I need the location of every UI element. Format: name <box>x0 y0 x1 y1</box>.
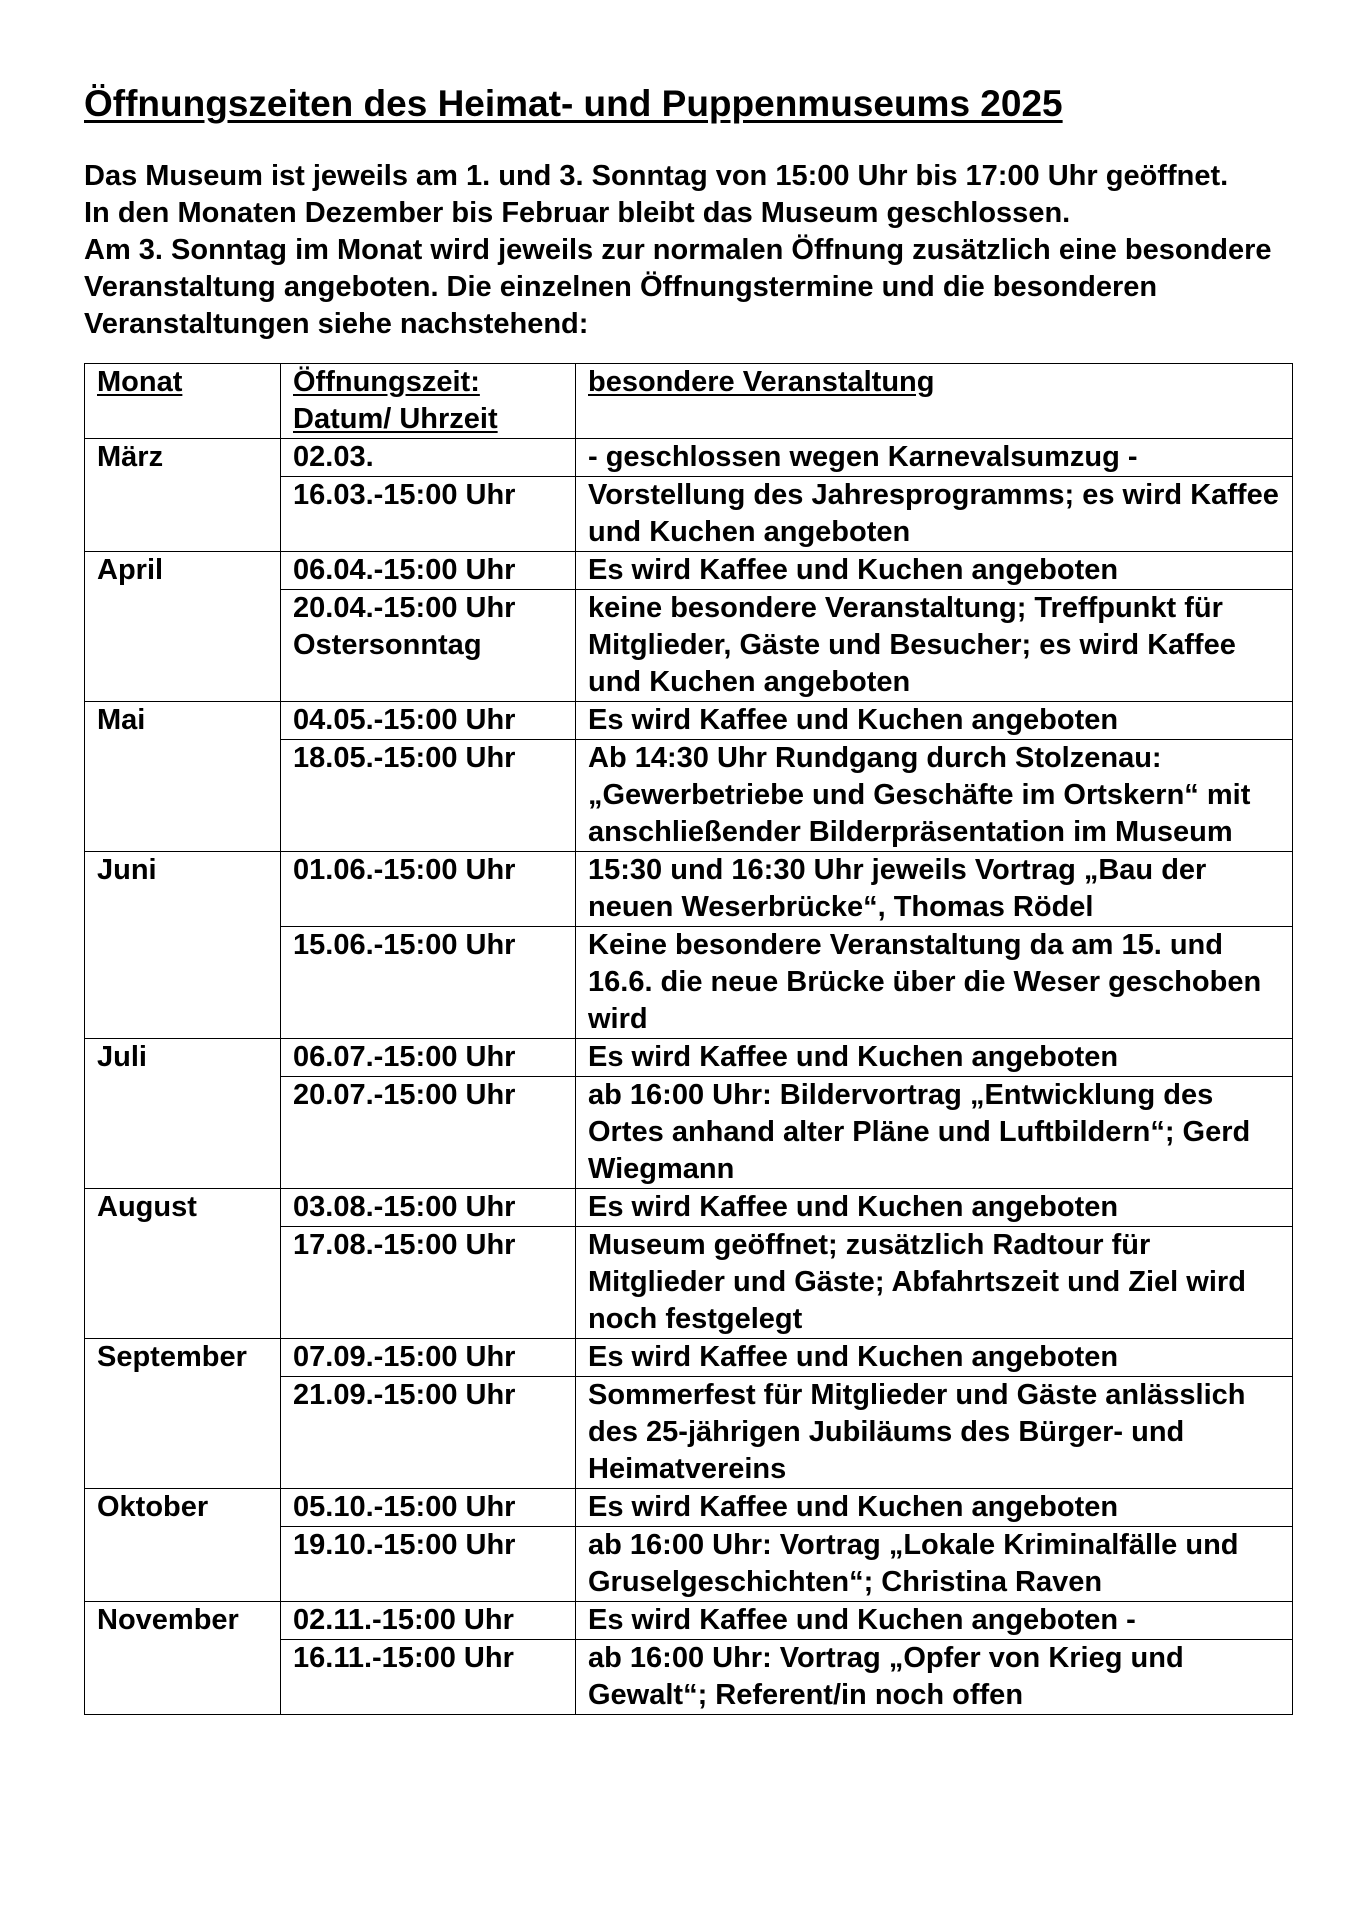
date-cell <box>281 590 576 702</box>
date-time-text: 01.06.-15:00 Uhr <box>293 854 516 886</box>
date-cell <box>281 702 576 740</box>
table-row <box>85 1339 1293 1377</box>
table-row <box>85 1039 1293 1077</box>
date-time-text: 18.05.-15:00 Uhr <box>293 742 516 774</box>
month-cell: Juni <box>85 852 281 1039</box>
event-cell: Es wird Kaffee und Kuchen angeboten - <box>576 1602 1293 1640</box>
schedule-table <box>84 363 1293 1715</box>
column-header-time <box>281 364 576 439</box>
month-cell: November <box>85 1602 281 1715</box>
date-time-text: 16.11.-15:00 Uhr <box>293 1642 514 1674</box>
date-time-text: 07.09.-15:00 Uhr <box>293 1341 516 1373</box>
date-time-text: 05.10.-15:00 Uhr <box>293 1491 516 1523</box>
table-row <box>85 552 1293 590</box>
date-cell <box>281 1039 576 1077</box>
date-time-text: 06.07.-15:00 Uhr <box>293 1041 516 1073</box>
date-time-text: 02.03. <box>293 441 374 473</box>
table-row <box>85 852 1293 927</box>
month-cell: September <box>85 1339 281 1489</box>
date-cell <box>281 1489 576 1527</box>
month-cell: April <box>85 552 281 702</box>
column-header-month <box>85 364 281 439</box>
event-cell: ab 16:00 Uhr: Vortrag „Lokale Kriminalfälle und Gruselgeschichten“; Christina Raven <box>576 1527 1293 1602</box>
date-cell <box>281 1339 576 1377</box>
intro-text <box>84 158 1292 343</box>
date-note-text: Ostersonntag <box>293 629 482 661</box>
date-cell <box>281 439 576 477</box>
page-title: Öffnungszeiten des Heimat- und Puppenmuseums 2025 <box>84 83 1063 124</box>
table-row <box>85 702 1293 740</box>
header-month-label: Monat <box>97 366 183 398</box>
date-cell <box>281 552 576 590</box>
date-cell <box>281 927 576 1039</box>
header-event-label: besondere Veranstaltung <box>588 366 935 398</box>
date-cell <box>281 740 576 852</box>
intro-paragraph: Am 3. Sonntag im Monat wird jeweils zur normalen Öffnung zusätzlich eine besondere <box>84 234 1272 266</box>
event-cell: keine besondere Veranstaltung; Treffpunkt für Mitglieder, Gäste und Besucher; es wird Kaffee und Kuchen angeboten <box>576 590 1293 702</box>
header-time-sublabel: Datum/ Uhrzeit <box>293 403 498 435</box>
date-time-text: 20.07.-15:00 Uhr <box>293 1079 516 1111</box>
month-cell: Juli <box>85 1039 281 1189</box>
table-header-row <box>85 364 1293 439</box>
table-row <box>85 439 1293 477</box>
date-time-text: 06.04.-15:00 Uhr <box>293 554 516 586</box>
date-cell <box>281 1189 576 1227</box>
intro-paragraph: Das Museum ist jeweils am 1. und 3. Sonntag von 15:00 Uhr bis 17:00 Uhr geöffnet. <box>84 160 1229 192</box>
schedule-body <box>85 439 1293 1715</box>
date-cell <box>281 477 576 552</box>
month-cell: Oktober <box>85 1489 281 1602</box>
event-cell: ab 16:00 Uhr: Bildervortrag „Entwicklung des Ortes anhand alter Pläne und Luftbildern“; Gerd Wiegmann <box>576 1077 1293 1189</box>
event-cell: Vorstellung des Jahresprogramms; es wird Kaffee und Kuchen angeboten <box>576 477 1293 552</box>
event-cell: Ab 14:30 Uhr Rundgang durch Stolzenau: „Gewerbetriebe und Geschäfte im Ortskern“ mit anschließender Bilderpräsentation im Museum <box>576 740 1293 852</box>
event-cell: ab 16:00 Uhr: Vortrag „Opfer von Krieg und Gewalt“; Referent/in noch offen <box>576 1640 1293 1715</box>
month-cell: August <box>85 1189 281 1339</box>
date-time-text: 03.08.-15:00 Uhr <box>293 1191 516 1223</box>
event-cell: Sommerfest für Mitglieder und Gäste anlässlich des 25-jährigen Jubiläums des Bürger- und Heimatvereins <box>576 1377 1293 1489</box>
column-header-event <box>576 364 1293 439</box>
date-time-text: 16.03.-15:00 Uhr <box>293 479 516 511</box>
event-cell: Es wird Kaffee und Kuchen angeboten <box>576 1339 1293 1377</box>
document-page <box>84 82 1292 1715</box>
event-cell: Es wird Kaffee und Kuchen angeboten <box>576 1489 1293 1527</box>
month-cell: Mai <box>85 702 281 852</box>
event-cell: Es wird Kaffee und Kuchen angeboten <box>576 552 1293 590</box>
date-time-text: 20.04.-15:00 Uhr <box>293 592 516 624</box>
month-cell: März <box>85 439 281 552</box>
intro-paragraph: In den Monaten Dezember bis Februar bleibt das Museum geschlossen. <box>84 197 1071 229</box>
date-time-text: 21.09.-15:00 Uhr <box>293 1379 516 1411</box>
table-row <box>85 1489 1293 1527</box>
date-time-text: 15.06.-15:00 Uhr <box>293 929 516 961</box>
header-time-label: Öffnungszeit: <box>293 366 480 398</box>
date-cell <box>281 1077 576 1189</box>
table-row <box>85 1189 1293 1227</box>
event-cell: Keine besondere Veranstaltung da am 15. und 16.6. die neue Brücke über die Weser geschoben wird <box>576 927 1293 1039</box>
date-time-text: 04.05.-15:00 Uhr <box>293 704 516 736</box>
event-cell: Es wird Kaffee und Kuchen angeboten <box>576 702 1293 740</box>
date-time-text: 17.08.-15:00 Uhr <box>293 1229 516 1261</box>
date-time-text: 19.10.-15:00 Uhr <box>293 1529 516 1561</box>
date-cell <box>281 1640 576 1715</box>
date-time-text: 02.11.-15:00 Uhr <box>293 1604 514 1636</box>
event-cell: - geschlossen wegen Karnevalsumzug - <box>576 439 1293 477</box>
date-cell <box>281 1377 576 1489</box>
event-cell: Museum geöffnet; zusätzlich Radtour für Mitglieder und Gäste; Abfahrtszeit und Ziel wird noch festgelegt <box>576 1227 1293 1339</box>
date-cell <box>281 1227 576 1339</box>
event-cell: Es wird Kaffee und Kuchen angeboten <box>576 1039 1293 1077</box>
table-row <box>85 1602 1293 1640</box>
date-cell <box>281 1602 576 1640</box>
intro-paragraph: Veranstaltung angeboten. Die einzelnen Öffnungstermine und die besonderen Veranstaltungen siehe nachstehend: <box>84 271 1158 340</box>
event-cell: Es wird Kaffee und Kuchen angeboten <box>576 1189 1293 1227</box>
date-cell <box>281 852 576 927</box>
date-cell <box>281 1527 576 1602</box>
event-cell: 15:30 und 16:30 Uhr jeweils Vortrag „Bau der neuen Weserbrücke“, Thomas Rödel <box>576 852 1293 927</box>
